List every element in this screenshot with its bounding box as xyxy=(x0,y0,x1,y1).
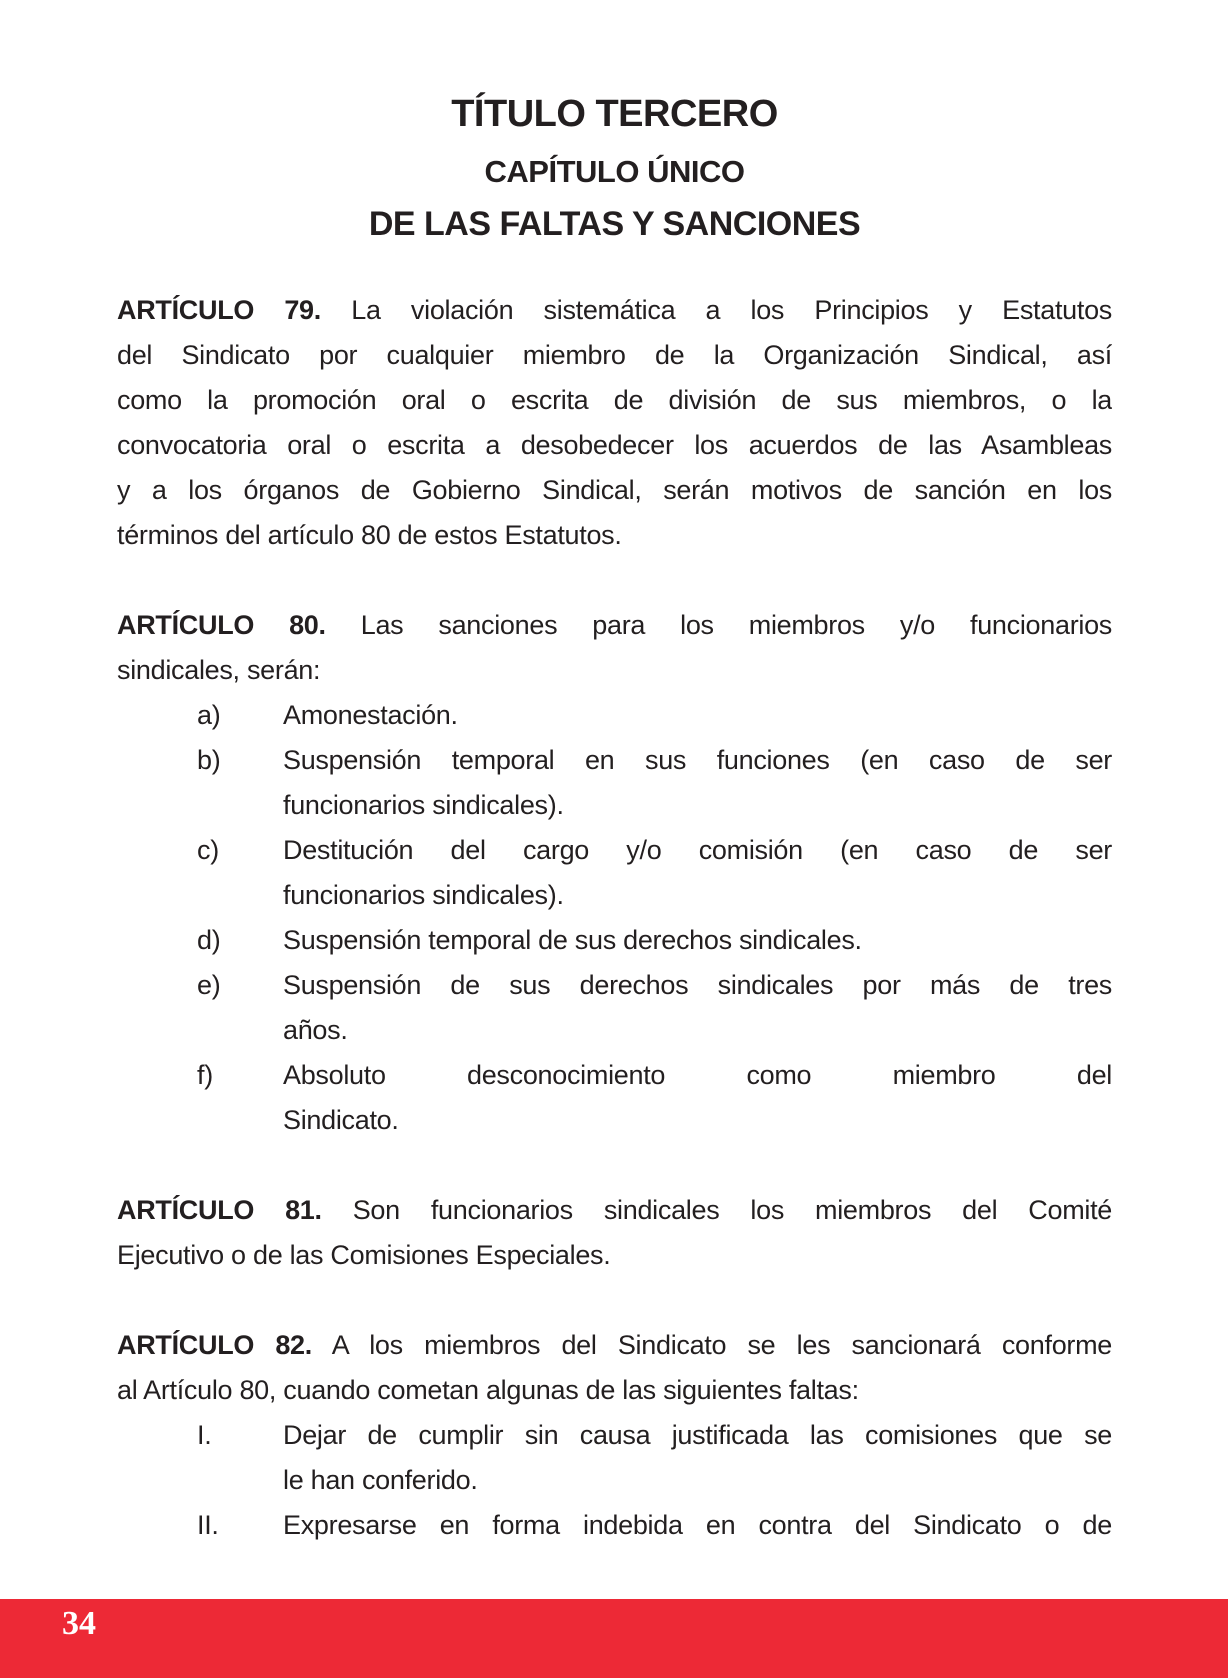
paragraph-line: convocatoria oral o escrita a desobedecer los acuerdos de las Asambleas xyxy=(117,430,1112,460)
list-item-marker: e) xyxy=(197,970,221,1000)
paragraph-line: del Sindicato por cualquier miembro de la Organización Sindical, así xyxy=(117,340,1112,370)
paragraph-line: términos del artículo 80 de estos Estatutos. xyxy=(117,520,622,550)
list-item-marker: b) xyxy=(197,745,221,775)
list-item-marker: I. xyxy=(197,1420,212,1450)
list-item-line: Sindicato. xyxy=(283,1105,399,1135)
list-item-line: funcionarios sindicales). xyxy=(283,790,564,820)
paragraph-line: ARTÍCULO 79. La violación sistemática a los Principios y Estatutos xyxy=(117,295,1112,325)
article-label: ARTÍCULO 81. xyxy=(117,1195,322,1225)
list-item xyxy=(117,918,1112,963)
list-item-line: Expresarse en forma indebida en contra del Sindicato o de xyxy=(283,1510,1112,1540)
list-item-line: Dejar de cumplir sin causa justificada las comisiones que se xyxy=(283,1420,1112,1450)
list-item-marker: f) xyxy=(197,1060,213,1090)
list-item xyxy=(117,1503,1112,1548)
paragraph-line: ARTÍCULO 81. Son funcionarios sindicales los miembros del Comité xyxy=(117,1195,1112,1225)
paragraph-line: ARTÍCULO 80. Las sanciones para los miembros y/o funcionarios xyxy=(117,610,1112,640)
paragraph-line: y a los órganos de Gobierno Sindical, serán motivos de sanción en los xyxy=(117,475,1112,505)
list-item-line: Suspensión temporal de sus derechos sindicales. xyxy=(283,925,862,955)
article-label: ARTÍCULO 79. xyxy=(117,295,321,325)
list-item-line: Suspensión de sus derechos sindicales por más de tres xyxy=(283,970,1112,1000)
list-item-marker: a) xyxy=(197,700,221,730)
title-de-las-faltas-y-sanciones: DE LAS FALTAS Y SANCIONES xyxy=(368,205,861,243)
title-capitulo-unico: CAPÍTULO ÚNICO xyxy=(484,154,745,189)
list-item-line: funcionarios sindicales). xyxy=(283,880,564,910)
list-item-line: le han conferido. xyxy=(283,1465,478,1495)
article xyxy=(117,1323,1112,1548)
article xyxy=(117,1188,1112,1278)
list-item-line: Suspensión temporal en sus funciones (en caso de ser xyxy=(283,745,1112,775)
paragraph-line: ARTÍCULO 82. A los miembros del Sindicato se les sancionará conforme xyxy=(117,1330,1112,1360)
paragraph-line: como la promoción oral o escrita de división de sus miembros, o la xyxy=(117,385,1112,415)
article xyxy=(117,603,1112,1143)
paragraph-line: Ejecutivo o de las Comisiones Especiales. xyxy=(117,1240,611,1270)
list-item xyxy=(117,963,1112,1053)
footer-band xyxy=(0,1599,1228,1678)
list-item-marker: d) xyxy=(197,925,221,955)
article xyxy=(117,288,1112,558)
list-item-marker: II. xyxy=(197,1510,219,1540)
article-label: ARTÍCULO 80. xyxy=(117,610,326,640)
list-item-line: Destitución del cargo y/o comisión (en caso de ser xyxy=(283,835,1112,865)
list-item-line: Absoluto desconocimiento como miembro del xyxy=(283,1060,1112,1090)
list-item xyxy=(117,828,1112,918)
article-label: ARTÍCULO 82. xyxy=(117,1330,312,1360)
list-item xyxy=(117,1053,1112,1143)
list-item xyxy=(117,1413,1112,1503)
articles-body xyxy=(117,288,1112,1548)
list-item xyxy=(117,693,1112,738)
list-item xyxy=(117,738,1112,828)
page-number: 34 xyxy=(62,1605,96,1642)
list-item-line: Amonestación. xyxy=(283,700,458,730)
list-item-marker: c) xyxy=(197,835,219,865)
title-titulo-tercero: TÍTULO TERCERO xyxy=(451,93,778,135)
paragraph-line: sindicales, serán: xyxy=(117,655,321,685)
paragraph-line: al Artículo 80, cuando cometan algunas de las siguientes faltas: xyxy=(117,1375,859,1405)
list-item-line: años. xyxy=(283,1015,348,1045)
